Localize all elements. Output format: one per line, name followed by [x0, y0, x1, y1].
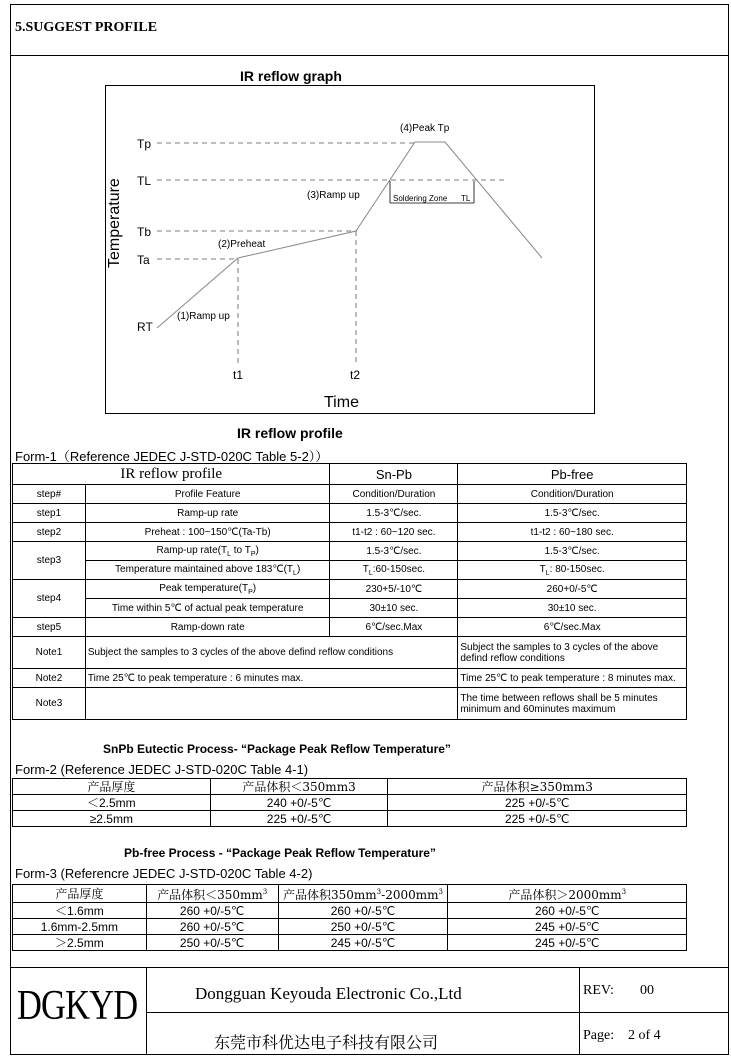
form2-r2-large: 225 +0/-5℃ [388, 811, 687, 827]
form2-r1-thickness: ＜2.5mm [13, 795, 211, 811]
y-tick-tp: Tp [137, 137, 152, 151]
footer-rev-divider [579, 967, 580, 1055]
note2-snpb: Time 25℃ to peak temperature : 6 minutes max. [85, 669, 457, 688]
step3-snpb-1: 1.5-3℃/sec. [330, 542, 458, 561]
form1-head-snpb: Sn-Pb [330, 464, 458, 485]
profile-title: IR reflow profile [237, 425, 343, 441]
note1-pbfree: Subject the samples to 3 cycles of the above defind reflow conditions [458, 637, 687, 669]
step5-label: step5 [13, 618, 86, 637]
x-tick-t2: t2 [350, 368, 361, 382]
form3-head-volume-mid: 产品体积$350mm^3-2000mm^3$ [278, 885, 448, 903]
step4-pbfree-1: 260+0/-5℃ [458, 580, 687, 599]
step3-snpb-2: $T_L:60-150\sec$. [330, 561, 458, 580]
step3-pbfree-1: 1.5-3℃/sec. [458, 542, 687, 561]
form1-head-profile: IR reflow profile [13, 464, 330, 485]
step2-pbfree: t1-t2 : 60~180 sec. [458, 523, 687, 542]
graph-border [106, 86, 595, 414]
step2-snpb: t1-t2 : 60~120 sec. [330, 523, 458, 542]
note2-pbfree: Time 25℃ to peak temperature : 8 minutes max. [458, 669, 687, 688]
step4-label: step4 [13, 580, 86, 618]
form3-head-volume-large: 产品体积$>2000mm^3$ [448, 885, 687, 903]
form2-head-volume-large: 产品体积≥350mm3 [388, 779, 687, 795]
footer-top-divider [10, 967, 729, 968]
step3-label: step3 [13, 542, 86, 580]
annotation-ramp-up-1: (1)Ramp up [177, 311, 230, 322]
annotation-ramp-up-3: (3)Ramp up [307, 190, 360, 201]
form2-table [12, 778, 687, 827]
form3-r3-large: 245 +0/-5℃ [448, 935, 687, 951]
step4-snpb-1: 230+5/-10℃ [330, 580, 458, 599]
y-tick-rt: RT [137, 320, 153, 334]
annotation-soldering-zone: Soldering Zone [393, 194, 448, 203]
annotation-preheat: (2)Preheat [218, 239, 266, 250]
step1-feature: Ramp-up rate [85, 504, 330, 523]
form1-table [12, 463, 687, 720]
page-number: 2 of 4 [628, 1028, 661, 1043]
form3-r2-thickness: 1.6mm-2.5mm [13, 919, 147, 935]
form2-r1-small: 240 +0/-5℃ [210, 795, 388, 811]
form2-r2-small: 225 +0/-5℃ [210, 811, 388, 827]
form1-head-pbfree: Pb-free [458, 464, 687, 485]
form2-head-volume-small: 产品体积＜350mm3 [210, 779, 388, 795]
form3-r2-small: 260 +0/-5℃ [146, 919, 278, 935]
step5-feature: Ramp-down rate [85, 618, 330, 637]
step4-snpb-2: 30±10 sec. [330, 599, 458, 618]
step2-label: step2 [13, 523, 86, 542]
section-title: 5.SUGGEST PROFILE [15, 20, 158, 35]
step4-feature-1: Peak $temperature(T_P)$ [85, 580, 330, 599]
form3-r1-small: 260 +0/-5℃ [146, 903, 278, 919]
reflow-curve [157, 142, 542, 328]
company-logo: DGKYD [17, 983, 138, 1029]
step5-pbfree: 6℃/sec.Max [458, 618, 687, 637]
form2-head-thickness: 产品厚度 [13, 779, 211, 795]
step1-pbfree: 1.5-3℃/sec. [458, 504, 687, 523]
form3-caption: Form-3 (Referencre JEDEC J-STD-020C Table 4-2) [15, 866, 313, 881]
y-tick-ta: Ta [137, 253, 150, 267]
revision-label: REV: [583, 983, 614, 998]
footer-mid-divider [146, 1012, 729, 1013]
form3-r1-mid: 260 +0/-5℃ [278, 903, 448, 919]
note3-pbfree: The time between reflows shall be 5 minutes minimum and 60minutes maximum [458, 688, 687, 720]
note2-label: Note2 [13, 669, 86, 688]
y-tick-tl: TL [137, 174, 152, 188]
graph-title: IR reflow graph [240, 68, 342, 84]
form2-r1-large: 225 +0/-5℃ [388, 795, 687, 811]
header-divider [10, 55, 729, 56]
x-tick-t1: t1 [233, 368, 244, 382]
note1-label: Note1 [13, 637, 86, 669]
form1-subhead-pbfree: Condition/Duration [458, 485, 687, 504]
page-label: Page: [583, 1028, 615, 1043]
form1-subhead-snpb: Condition/Duration [330, 485, 458, 504]
step1-snpb: 1.5-3℃/sec. [330, 504, 458, 523]
form3-r3-mid: 245 +0/-5℃ [278, 935, 448, 951]
annotation-tl: TL [461, 194, 471, 203]
note3-snpb [85, 688, 457, 720]
form3-r1-large: 260 +0/-5℃ [448, 903, 687, 919]
form3-table [12, 884, 687, 951]
step4-pbfree-2: 30±10 sec. [458, 599, 687, 618]
company-name-cn: 东莞市科优达电子科技有限公司 [214, 1033, 439, 1052]
graph-xlabel: Time [324, 394, 359, 411]
form1-caption: Form-1（Reference JEDEC J-STD-020C Table 5-2）） [15, 449, 329, 464]
footer-logo-divider [146, 967, 147, 1055]
step3-feature-1: Ramp-up $rate(T_L$ to $T_P$) [85, 542, 330, 561]
form3-r3-small: 250 +0/-5℃ [146, 935, 278, 951]
form2-heading: SnPb Eutectic Process- “Package Peak Reflow Temperature” [103, 742, 451, 756]
step2-feature: Preheat : 100~150℃(Ta-Tb) [85, 523, 330, 542]
revision-value: 00 [640, 983, 654, 998]
form3-r3-thickness: ＞2.5mm [13, 935, 147, 951]
form1-subhead-step: step# [13, 485, 86, 504]
step1-label: step1 [13, 504, 86, 523]
note3-label: Note3 [13, 688, 86, 720]
form3-head-volume-small: 产品体积$<350mm^3$ [146, 885, 278, 903]
annotation-peak-tp: (4)Peak Tp [400, 123, 450, 134]
note1-snpb: Subject the samples to 3 cycles of the above defind reflow conditions [85, 637, 457, 669]
step3-feature-2: Temperature maintained above $183℃(T_L)$ [85, 561, 330, 580]
form3-r2-mid: 250 +0/-5℃ [278, 919, 448, 935]
step4-feature-2: Time within 5℃ of actual peak temperature [85, 599, 330, 618]
form3-head-thickness: 产品厚度 [13, 885, 147, 903]
form3-heading: Pb-free Process - “Package Peak Reflow Temperature” [124, 846, 436, 860]
form3-r1-thickness: ＜1.6mm [13, 903, 147, 919]
ir-reflow-graph [105, 85, 595, 415]
form3-r2-large: 245 +0/-5℃ [448, 919, 687, 935]
form1-subhead-feature: Profile Feature [85, 485, 330, 504]
step5-snpb: 6℃/sec.Max [330, 618, 458, 637]
graph-ylabel: Temperature [106, 178, 123, 268]
y-tick-tb: Tb [137, 225, 152, 239]
company-name-en: Dongguan Keyouda Electronic Co.,Ltd [195, 984, 462, 1003]
form2-caption: Form-2 (Reference JEDEC J-STD-020C Table 4-1) [15, 762, 309, 777]
step3-pbfree-2: $T_L$: 80-150sec. [458, 561, 687, 580]
form2-r2-thickness: ≥2.5mm [13, 811, 211, 827]
